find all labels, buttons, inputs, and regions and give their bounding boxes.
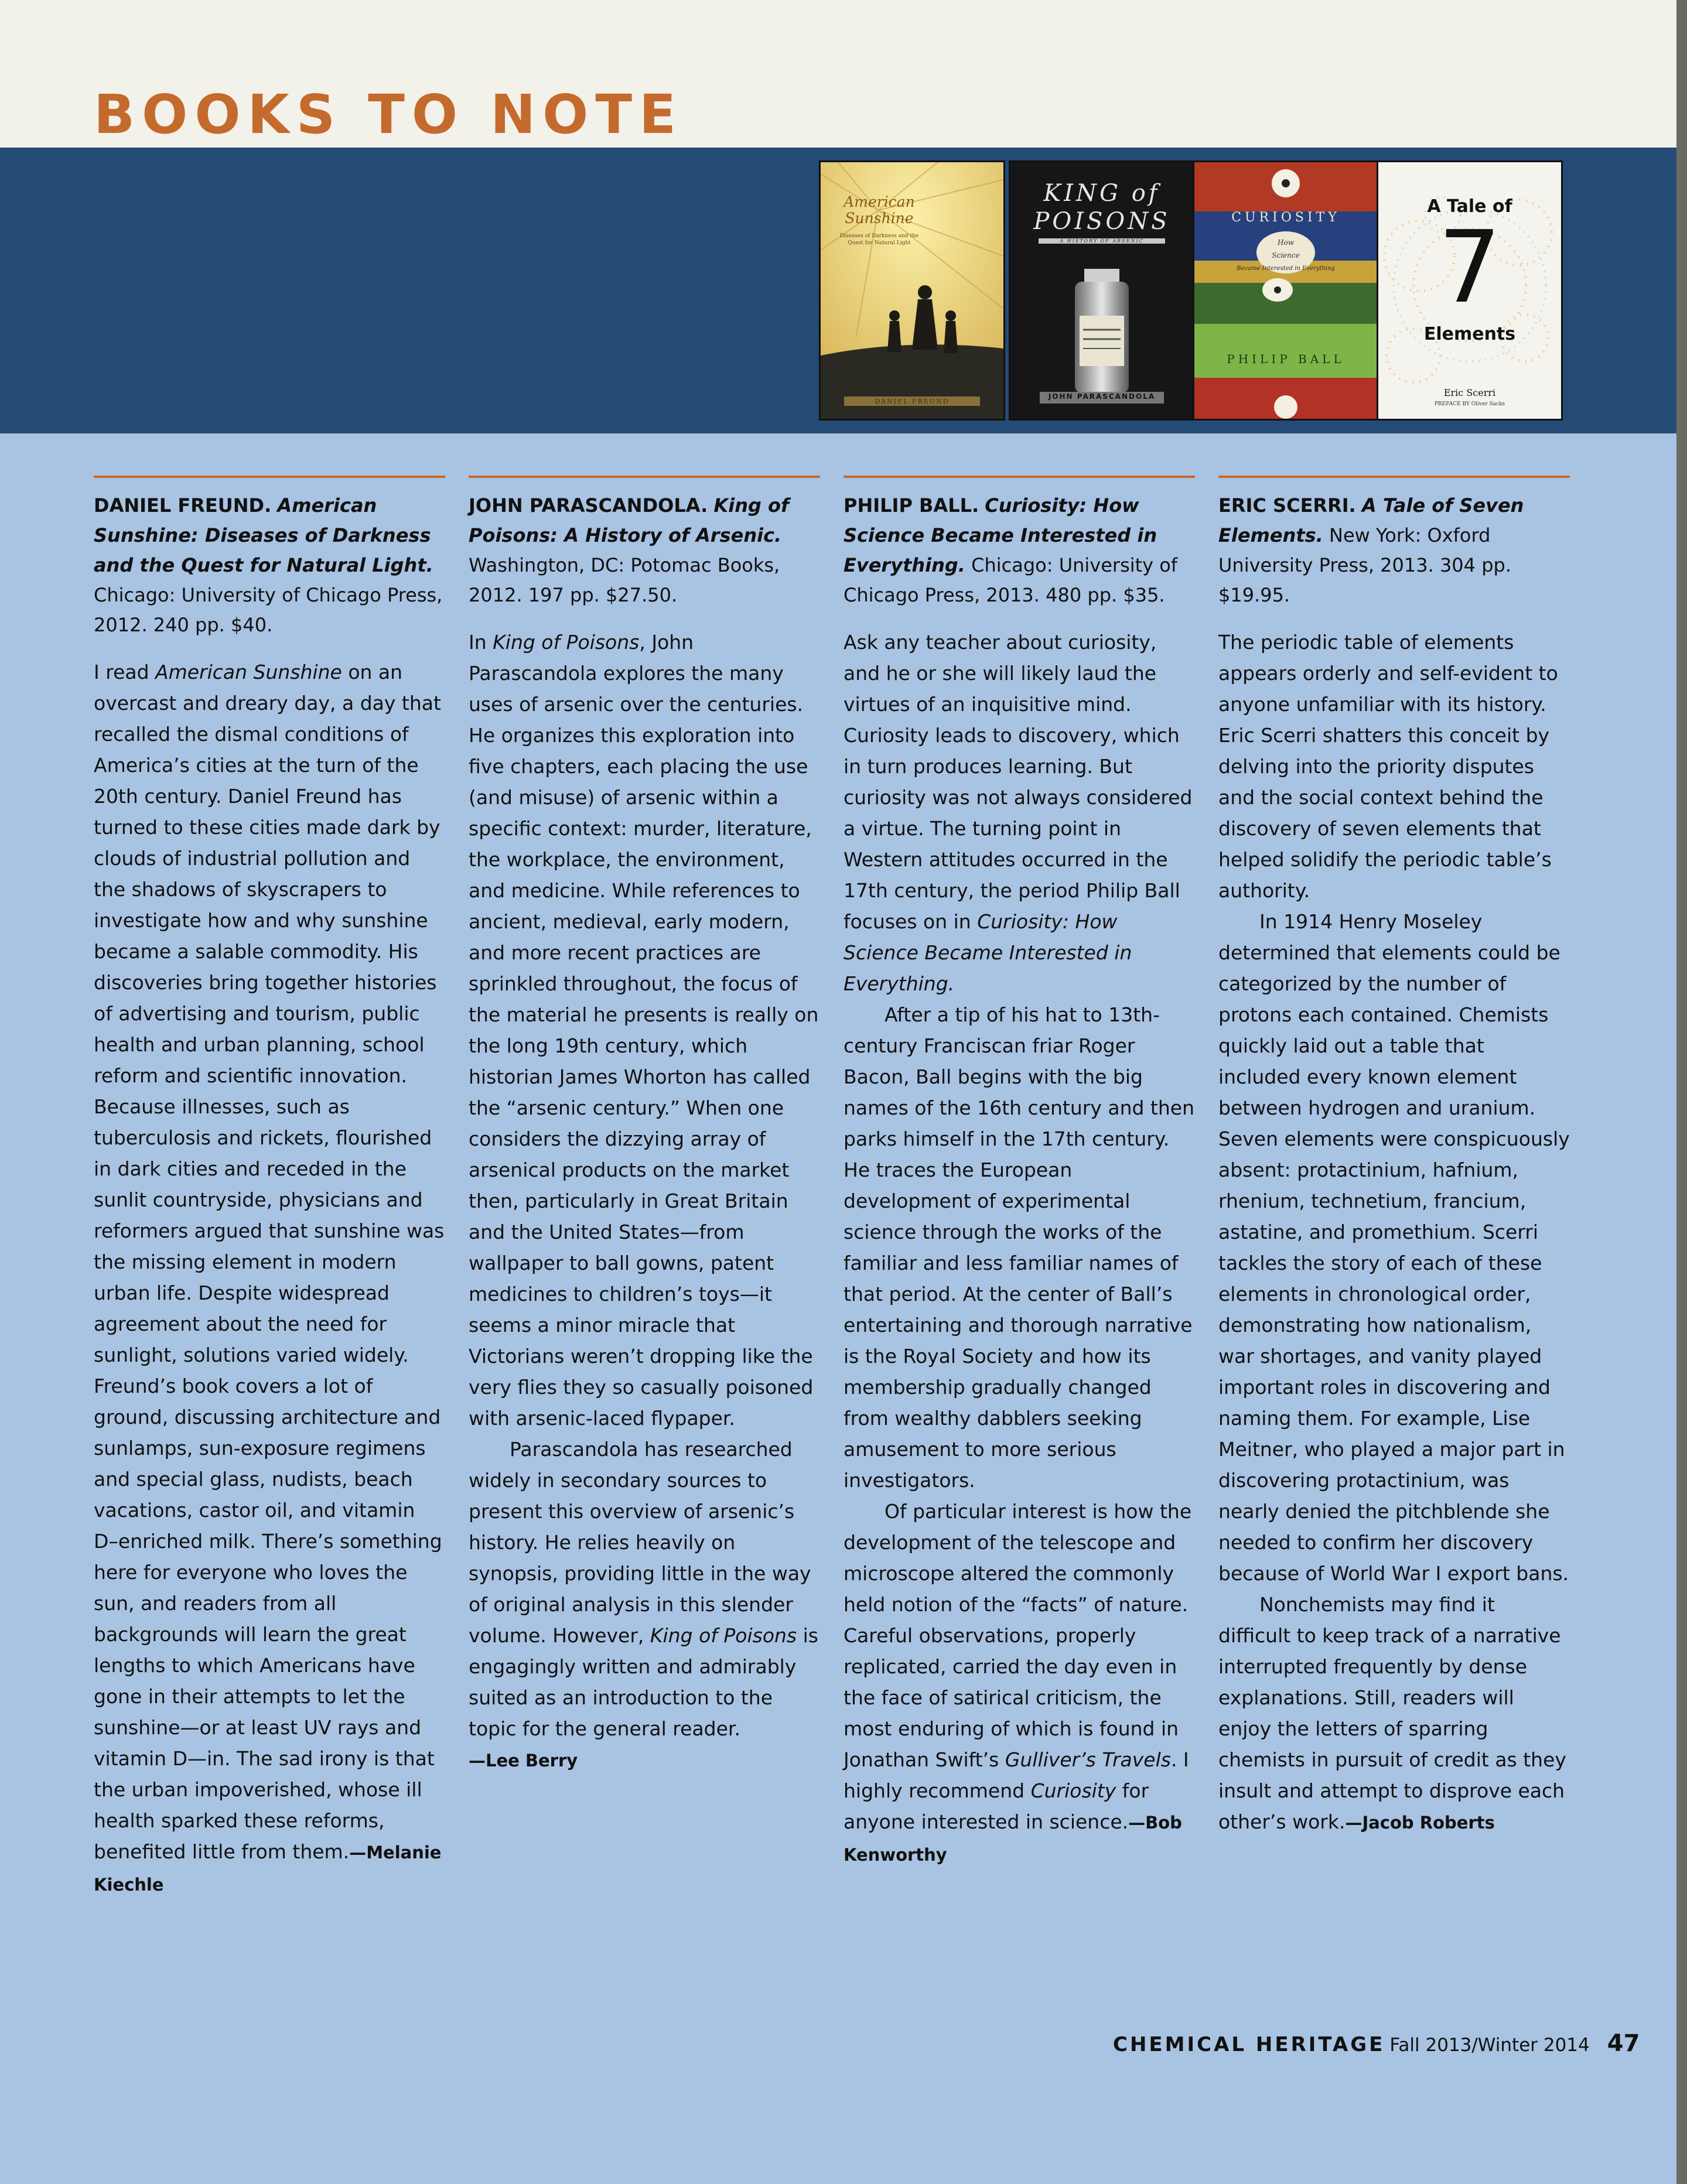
- reviewer-name: —Melanie Kiechle: [94, 1843, 442, 1895]
- book-title: King of Poisons: A History of Arsenic.: [469, 494, 789, 546]
- review-header: [844, 491, 1195, 610]
- book-title: A Tale of Seven Elements.: [1218, 494, 1524, 546]
- cover-4-author: Eric Scerri: [1443, 387, 1496, 398]
- reviewer-name: —Bob Kenworthy: [844, 1813, 1182, 1865]
- publication-info: Chicago: University of Chicago Press, 2013. 480 pp. $35.: [844, 554, 1178, 606]
- publication-info: Chicago: University of Chicago Press, 2012. 240 pp. $40.: [94, 584, 443, 636]
- cover-2-author: JOHN PARASCANDOLA: [1048, 392, 1156, 401]
- review-paragraph: The periodic table of elements appears orderly and self-evident to anyone unfamiliar with its history. Eric Scerri shatters this conceit by delving into the priority disputes and the social context behind the discovery of seven elements that helped solidify the periodic table’s authority.: [1218, 631, 1558, 902]
- column-rule: [844, 476, 1195, 478]
- cover-1-author: DANIEL FREUND: [875, 398, 950, 405]
- review-paragraph: I read American Sunshine on an overcast and dreary day, a day that recalled the dismal conditions of America’s cities at the turn of the 20th century. Daniel Freund has turned to these cities made dark by clouds of industrial pollution and the shadows of skyscrapers to investigate how and why sunshine became a salable commodity. His discoveries bring together histories of advertising and tourism, public health and urban planning, school reform and scientific innovation. Because illnesses, such as tuberculosis and rickets, flourished in dark cities and receded in the sunlit countryside, physicians and reformers argued that sunshine was the missing element in modern urban life. Despite widespread agreement about the need for sunlight, solutions varied widely. Freund’s book covers a lot of ground, discussing architecture and sunlamps, sun-exposure regimens and special glass, nudists, beach vacations, castor oil, and vitamin D–enriched milk. There’s something here for everyone who loves the sun, and readers from all backgrounds will learn the great lengths to which Americans have gone in their attempts to let the sunshine—or at least UV rays and vitamin D—in. The sad irony is that the urban impoverished, whose ill health sparked these reforms, benefited little from them.—Melanie Kiechle: [94, 661, 445, 1895]
- cover-4-title-bottom: Elements: [1423, 324, 1516, 344]
- review-header: [1218, 491, 1570, 610]
- publication-info: Washington, DC: Potomac Books, 2012. 197 pp. $27.50.: [469, 554, 780, 606]
- reviewer-name: —Jacob Roberts: [1345, 1813, 1495, 1833]
- reviewer-line: [469, 1744, 820, 1776]
- book-cover-american-sunshine: [819, 160, 1005, 421]
- cover-2-title-line1: KING of: [1043, 180, 1160, 207]
- review-paragraph: In King of Poisons, John Parascandola explores the many uses of arsenic over the centuries. He organizes this exploration into five chapters, each placing the use (and misuse) of arsenic within a specific context: murder, literature, the workplace, the environment, and medicine. While references to ancient, medieval, early modern, and more recent practices are sprinkled throughout, the focus of the material he presents is really on the long 19th century, which historian James Whorton has called the “arsenic century.” When one considers the dizzying array of arsenical products on the market then, particularly in Great Britain and the United States—from wallpaper to ball gowns, patent medicines to children’s toys—it seems a minor miracle that Victorians weren’t dropping like the very flies they so casually poisoned with arsenic-laced flypaper.: [469, 631, 819, 1430]
- review-parascandola: [469, 476, 820, 1776]
- issue-date: Fall 2013/Winter 2014: [1389, 2035, 1590, 2056]
- cover-1-subtitle: Diseases of Darkness and the Quest for Natural Light: [839, 233, 919, 246]
- book-author: ERIC SCERRI.: [1218, 494, 1356, 517]
- section-title: BOOKS TO NOTE: [94, 83, 683, 146]
- book-cover-curiosity: [1193, 160, 1379, 421]
- cover-3-small-line1: How: [1278, 238, 1294, 247]
- book-author: JOHN PARASCANDOLA.: [469, 494, 708, 517]
- cover-2-title-line2: POISONS: [1033, 208, 1170, 235]
- column-rule: [1218, 476, 1570, 478]
- cover-4-preface: PREFACE BY Oliver Sacks: [1434, 401, 1505, 407]
- magazine-name: CHEMICAL HERITAGE: [1113, 2033, 1385, 2056]
- page-footer: [1113, 2030, 1640, 2057]
- review-paragraph: Of particular interest is how the development of the telescope and microscope altered the commonly held notion of the “facts” of nature. Careful observations, properly replicated, carried the day even in the face of satirical criticism, the most enduring of which is found in Jonathan Swift’s Gulliver’s Travels. I highly recommend Curiosity for anyone interested in science.—Bob Kenworthy: [844, 1500, 1192, 1865]
- cover-3-subtitle: Became Interested in Everything: [1237, 265, 1335, 272]
- review-scerri: [1218, 476, 1570, 1838]
- publication-info: New York: Oxford University Press, 2013. 304 pp. $19.95.: [1218, 524, 1511, 606]
- cover-3-title: CURIOSITY: [1231, 210, 1340, 225]
- review-paragraph: Parascandola has researched widely in secondary sources to present this overview of arsenic’s history. He relies heavily on synopsis, providing little in the way of original analysis in this slender volume. However, King of Poisons is engagingly written and admirably suited as an introduction to the topic for the general reader.: [469, 1438, 818, 1740]
- page-number: 47: [1607, 2030, 1640, 2057]
- book-title: American Sunshine: Diseases of Darkness and the Quest for Natural Light.: [94, 494, 433, 576]
- book-author: DANIEL FREUND.: [94, 494, 272, 517]
- cover-3-author: PHILIP BALL: [1227, 352, 1345, 366]
- cover-2-subtitle: A HISTORY OF ARSENIC: [1039, 238, 1165, 244]
- column-rule: [94, 476, 445, 478]
- book-cover-tale-of-seven-elements: [1377, 160, 1563, 421]
- review-paragraph: Nonchemists may find it difficult to keep track of a narrative interrupted frequently by dense explanations. Still, readers will enjoy the letters of sparring chemists in pursuit of credit as they insult and attempt to disprove each other’s work.—Jacob Roberts: [1218, 1593, 1566, 1833]
- book-cover-king-of-poisons: [1009, 160, 1195, 421]
- cover-1-title: American Sunshine: [844, 193, 915, 227]
- column-rule: [469, 476, 820, 478]
- curiosity-pattern-illustration: [1194, 162, 1377, 419]
- cover-4-number: 7: [1437, 210, 1502, 326]
- review-ball: [844, 476, 1195, 1871]
- cover-3-small-line2: Science: [1272, 251, 1300, 259]
- review-paragraph: Ask any teacher about curiosity, and he or she will likely laud the virtues of an inquisitive mind. Curiosity leads to discovery, which in turn produces learning. But curiosity was not always considered a virtue. The turning point in Western attitudes occurred in the 17th century, the period Philip Ball focuses on in Curiosity: How Science Became Interested in Everything.: [844, 631, 1193, 995]
- review-header: [94, 491, 445, 640]
- review-paragraph: In 1914 Henry Moseley determined that elements could be categorized by the number of protons each contained. Chemists quickly laid out a table that included every known element between hydrogen and uranium. Seven elements were conspicuously absent: protactinium, hafnium, rhenium, technetium, francium, astatine, and promethium. Scerri tackles the story of each of these elements in chronological order, demonstrating how nationalism, war shortages, and vanity played important roles in discovering and naming them. For example, Lise Meitner, who played a major part in discovering protactinium, was nearly denied the pitchblende she needed to confirm her discovery because of World War I export bans.: [1218, 910, 1570, 1585]
- review-freund: [94, 476, 445, 1901]
- review-paragraph: After a tip of his hat to 13th-century Franciscan friar Roger Bacon, Ball begins with the big names of the 16th century and then parks himself in the 17th century. He traces the European development of experimental science through the works of the familiar and less familiar names of that period. At the center of Ball’s entertaining and thorough narrative is the Royal Society and how its membership gradually changed from wealthy dabblers seeking amusement to more serious investigators.: [844, 1003, 1194, 1492]
- cover-4-title-top: A Tale of: [1427, 196, 1512, 217]
- book-title: Curiosity: How Science Became Interested in Everything.: [844, 494, 1157, 576]
- reviewer-name: —Lee Berry: [469, 1751, 578, 1771]
- book-author: PHILIP BALL.: [844, 494, 979, 517]
- review-header: [469, 491, 820, 610]
